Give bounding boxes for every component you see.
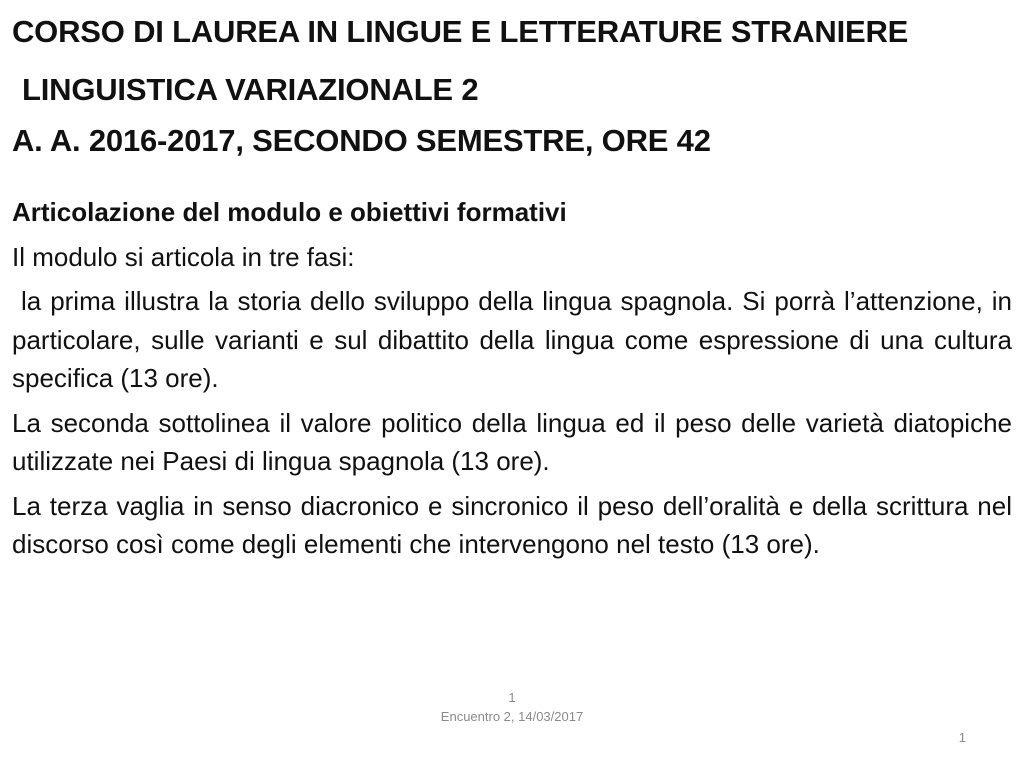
footer-date-text: Encuentro 2, 14/03/2017 xyxy=(440,709,584,724)
phase-three-paragraph: La terza vaglia in senso diacronico e sincronico il peso dell’oralità e della scrittura nel discorso così come degli elementi che intervengono nel testo (13 ore). xyxy=(12,490,1012,559)
title-line-subject: LINGUISTICA VARIAZIONALE 2 xyxy=(22,72,479,107)
slide-number: 1 xyxy=(958,730,966,745)
footer-center-number: 1 xyxy=(508,690,516,705)
phase-one-paragraph: la prima illustra la storia dello sviluppo della lingua spagnola. Si porrà l’attenzione, in particolare, sulle varianti e sul dibattito della lingua come espressione di una cultura specifica (13 ore). xyxy=(12,286,1020,393)
intro-text: Il modulo si articola in tre fasi: xyxy=(12,241,355,272)
title-line-academic-year: A. A. 2016-2017, SECONDO SEMESTRE, ORE 42 xyxy=(12,123,711,158)
slide-body xyxy=(12,193,1020,570)
title-line-course: CORSO DI LAUREA IN LINGUE E LETTERATURE STRANIERE xyxy=(12,14,909,49)
section-heading: Articolazione del modulo e obiettivi formativi xyxy=(12,197,567,227)
phase-two-paragraph: La seconda sottolinea il valore politico della lingua ed il peso delle varietà diatopiche utilizzate nei Paesi di lingua spagnola (13 ore). xyxy=(12,407,1012,476)
